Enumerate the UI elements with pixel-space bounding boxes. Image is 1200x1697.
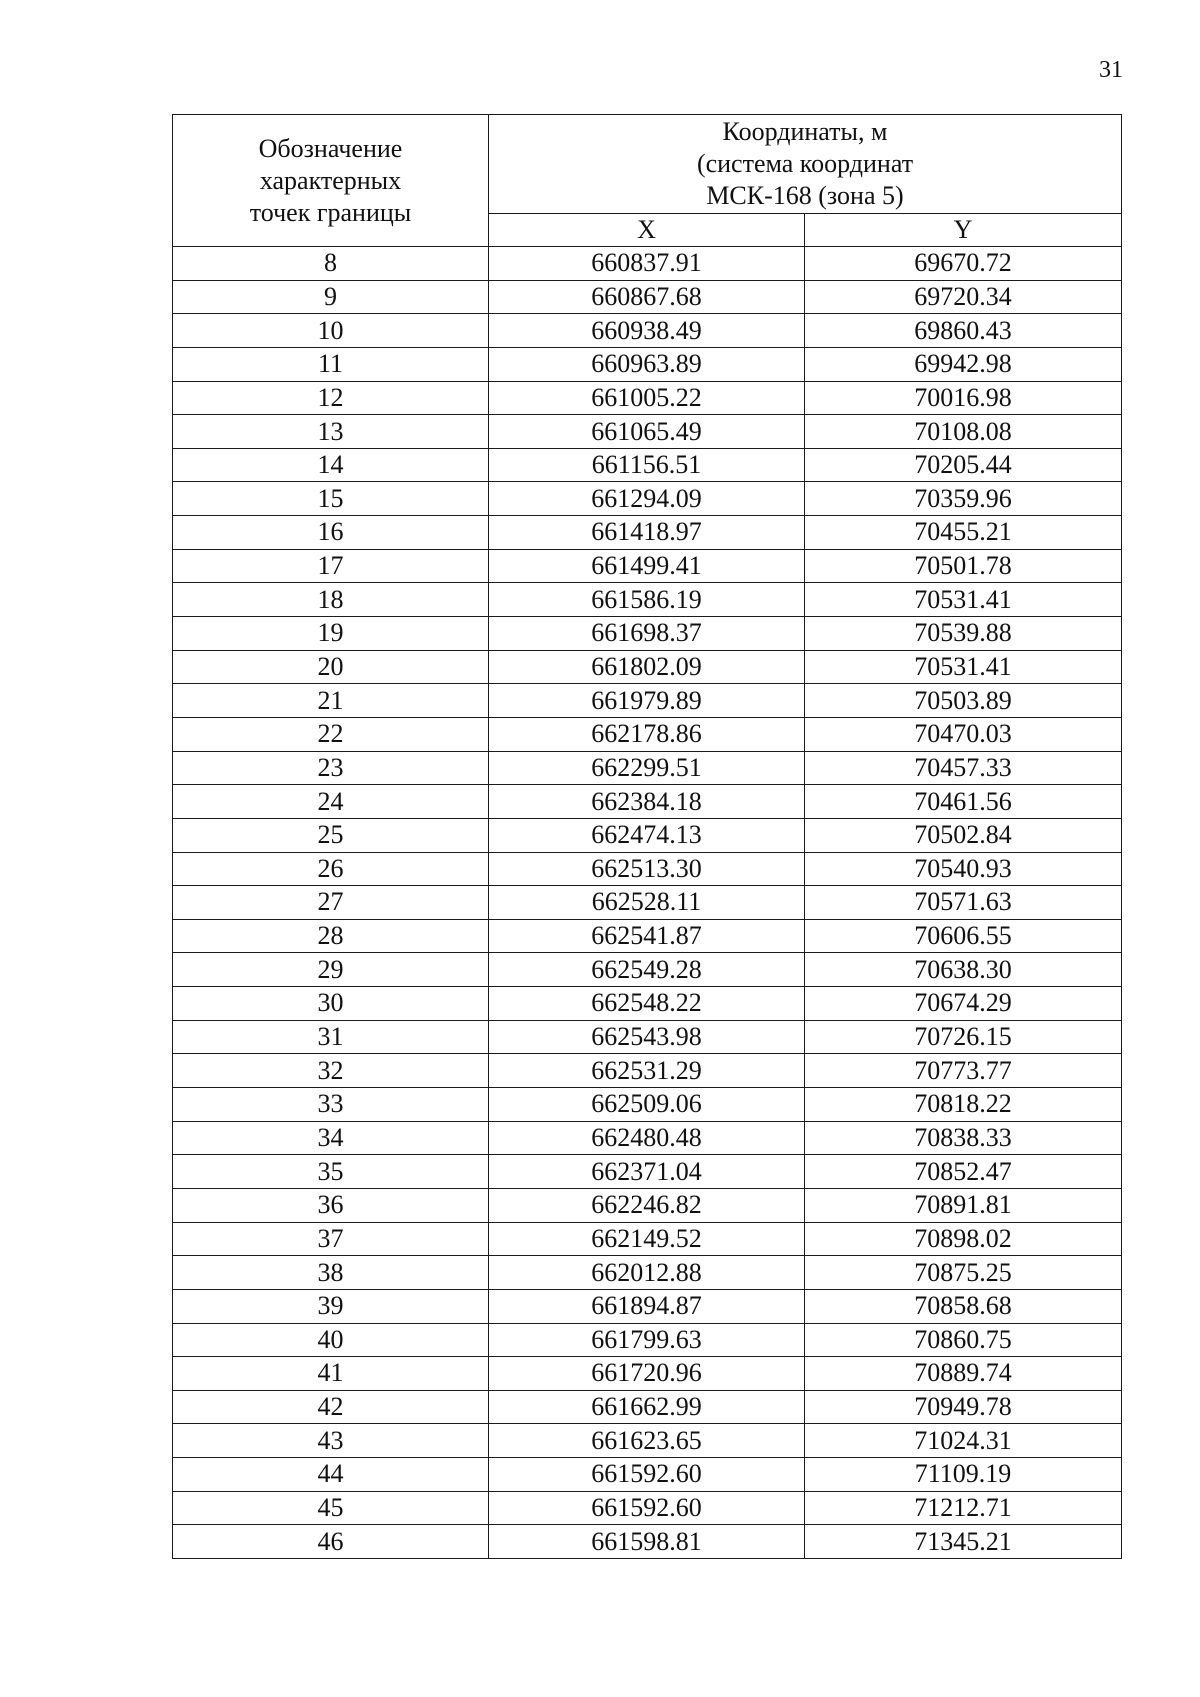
y-coordinate-value: 70503.89 xyxy=(914,685,1012,715)
point-cell xyxy=(173,751,489,785)
table-row xyxy=(173,987,1122,1021)
y-coordinate-cell xyxy=(805,1020,1122,1054)
point-value: 22 xyxy=(317,719,344,749)
y-coordinate-value: 70461.56 xyxy=(914,786,1012,816)
y-coordinate-cell xyxy=(805,1088,1122,1122)
table-row xyxy=(173,1357,1122,1391)
x-coordinate-cell xyxy=(489,818,805,852)
y-coordinate-value: 71345.21 xyxy=(914,1526,1012,1556)
x-coordinate-value: 662384.18 xyxy=(591,786,702,816)
table-row xyxy=(173,1491,1122,1525)
y-coordinate-cell xyxy=(805,314,1122,348)
point-cell xyxy=(173,1357,489,1391)
y-coordinate-value: 71024.31 xyxy=(914,1425,1012,1455)
x-coordinate-value: 661720.96 xyxy=(591,1358,702,1388)
x-coordinate-value: 660867.68 xyxy=(591,281,702,311)
point-cell xyxy=(173,785,489,819)
point-value: 31 xyxy=(317,1022,344,1052)
table-row xyxy=(173,1289,1122,1323)
point-value: 24 xyxy=(317,786,344,816)
point-cell xyxy=(173,1020,489,1054)
x-coordinate-value: 662371.04 xyxy=(591,1156,702,1186)
coordinates-title-line: МСК-168 (зона 5) xyxy=(706,181,904,210)
table-row xyxy=(173,1222,1122,1256)
x-coordinate-cell xyxy=(489,617,805,651)
point-value: 25 xyxy=(317,820,344,850)
y-coordinate-value: 71212.71 xyxy=(914,1493,1012,1523)
table-row xyxy=(173,247,1122,281)
point-label-line: Обозначение xyxy=(258,133,403,163)
y-coordinate-value: 70889.74 xyxy=(914,1358,1012,1388)
point-value: 29 xyxy=(317,954,344,984)
y-coordinate-value: 70852.47 xyxy=(914,1156,1012,1186)
table-row xyxy=(173,717,1122,751)
y-coordinate-value: 71109.19 xyxy=(914,1459,1012,1489)
point-cell xyxy=(173,516,489,550)
y-coordinate-cell xyxy=(805,347,1122,381)
table-row xyxy=(173,482,1122,516)
point-cell xyxy=(173,886,489,920)
point-cell xyxy=(173,1256,489,1290)
point-cell xyxy=(173,247,489,281)
x-coordinate-value: 661592.60 xyxy=(591,1493,702,1523)
x-coordinate-cell xyxy=(489,1323,805,1357)
point-value: 23 xyxy=(317,752,344,782)
x-coordinate-value: 662480.48 xyxy=(591,1122,702,1152)
point-cell xyxy=(173,549,489,583)
x-coordinate-cell xyxy=(489,1289,805,1323)
point-cell xyxy=(173,1525,489,1559)
point-value: 15 xyxy=(317,483,344,513)
x-coordinate-value: 662299.51 xyxy=(591,752,702,782)
point-cell xyxy=(173,1323,489,1357)
point-value: 14 xyxy=(317,450,344,480)
x-coordinate-cell xyxy=(489,1390,805,1424)
y-coordinate-value: 69942.98 xyxy=(914,349,1012,379)
y-coordinate-value: 70502.84 xyxy=(914,820,1012,850)
x-coordinate-cell xyxy=(489,1424,805,1458)
y-coordinate-cell xyxy=(805,415,1122,449)
x-coordinate-value: 661979.89 xyxy=(591,685,702,715)
x-coordinate-cell xyxy=(489,1155,805,1189)
table-row xyxy=(173,1054,1122,1088)
point-label-line: точек границы xyxy=(249,197,412,227)
x-coordinate-value: 661156.51 xyxy=(591,450,702,480)
x-coordinate-value: 662541.87 xyxy=(591,921,702,951)
point-value: 16 xyxy=(317,517,344,547)
y-coordinate-cell xyxy=(805,516,1122,550)
page-number: 31 xyxy=(1099,57,1123,83)
point-value: 8 xyxy=(324,248,337,278)
y-coordinate-cell xyxy=(805,717,1122,751)
point-cell xyxy=(173,919,489,953)
table-row xyxy=(173,1323,1122,1357)
y-coordinate-cell xyxy=(805,247,1122,281)
y-coordinate-value: 70838.33 xyxy=(914,1122,1012,1152)
x-coordinate-cell xyxy=(489,717,805,751)
y-coordinate-value: 70016.98 xyxy=(914,382,1012,412)
x-coordinate-cell xyxy=(489,1458,805,1492)
y-coordinate-cell xyxy=(805,785,1122,819)
y-coordinate-value: 69860.43 xyxy=(914,315,1012,345)
point-cell xyxy=(173,347,489,381)
x-coordinate-value: 661623.65 xyxy=(591,1425,702,1455)
y-coordinate-cell xyxy=(805,1458,1122,1492)
table-row xyxy=(173,1424,1122,1458)
y-coordinate-value: 70858.68 xyxy=(914,1291,1012,1321)
x-coordinate-value: 661662.99 xyxy=(591,1392,702,1422)
point-cell xyxy=(173,314,489,348)
y-coordinate-cell xyxy=(805,617,1122,651)
x-coordinate-value: 662509.06 xyxy=(591,1089,702,1119)
x-coordinate-value: 662531.29 xyxy=(591,1055,702,1085)
table-row xyxy=(173,919,1122,953)
x-coordinate-cell xyxy=(489,415,805,449)
x-column-header: X xyxy=(489,214,805,247)
table-row xyxy=(173,886,1122,920)
point-value: 32 xyxy=(317,1055,344,1085)
table-row xyxy=(173,347,1122,381)
y-coordinate-value: 70531.41 xyxy=(914,584,1012,614)
coordinates-title-line: Координаты, м xyxy=(722,117,888,146)
x-coordinate-cell xyxy=(489,448,805,482)
point-value: 44 xyxy=(317,1459,344,1489)
x-coordinate-cell xyxy=(489,1121,805,1155)
y-coordinate-cell xyxy=(805,919,1122,953)
x-coordinate-value: 662548.22 xyxy=(591,988,702,1018)
y-coordinate-value: 70891.81 xyxy=(914,1190,1012,1220)
coordinates-header xyxy=(489,115,1122,214)
x-coordinate-cell xyxy=(489,583,805,617)
x-coordinate-value: 661586.19 xyxy=(591,584,702,614)
point-label-line: характерных xyxy=(259,165,402,195)
table-row xyxy=(173,1390,1122,1424)
table-row xyxy=(173,415,1122,449)
y-column-header: Y xyxy=(805,214,1122,247)
point-value: 46 xyxy=(317,1526,344,1556)
x-coordinate-cell xyxy=(489,886,805,920)
x-coordinate-cell xyxy=(489,280,805,314)
y-coordinate-value: 70949.78 xyxy=(914,1392,1012,1422)
x-coordinate-value: 661698.37 xyxy=(591,618,702,648)
x-coordinate-value: 662012.88 xyxy=(591,1257,702,1287)
table-row xyxy=(173,549,1122,583)
y-coordinate-cell xyxy=(805,482,1122,516)
x-coordinate-value: 662246.82 xyxy=(591,1190,702,1220)
point-cell xyxy=(173,482,489,516)
x-coordinate-value: 661894.87 xyxy=(591,1291,702,1321)
y-coordinate-cell xyxy=(805,1289,1122,1323)
y-coordinate-cell xyxy=(805,1256,1122,1290)
point-cell xyxy=(173,448,489,482)
point-cell xyxy=(173,280,489,314)
point-value: 38 xyxy=(317,1257,344,1287)
point-value: 36 xyxy=(317,1190,344,1220)
x-coordinate-value: 661499.41 xyxy=(591,551,702,581)
point-value: 11 xyxy=(317,349,344,379)
y-coordinate-value: 70531.41 xyxy=(914,652,1012,681)
y-coordinate-value: 70773.77 xyxy=(914,1055,1012,1085)
table-row xyxy=(173,818,1122,852)
point-cell xyxy=(173,818,489,852)
point-value: 34 xyxy=(317,1122,344,1152)
x-coordinate-cell xyxy=(489,785,805,819)
x-coordinate-cell xyxy=(489,684,805,718)
point-cell xyxy=(173,1222,489,1256)
coordinates-title-line: (система координат xyxy=(696,149,914,178)
point-value: 13 xyxy=(317,416,344,446)
x-coordinate-cell xyxy=(489,1020,805,1054)
x-coordinate-cell xyxy=(489,1357,805,1391)
x-coordinate-value: 660963.89 xyxy=(591,349,702,379)
y-coordinate-cell xyxy=(805,886,1122,920)
point-cell xyxy=(173,1289,489,1323)
point-value: 26 xyxy=(317,853,344,883)
point-value: 41 xyxy=(317,1358,344,1388)
x-coordinate-value: 661799.63 xyxy=(591,1324,702,1354)
y-coordinate-value: 69670.72 xyxy=(914,248,1012,278)
y-coordinate-value: 70108.08 xyxy=(914,416,1012,446)
table-header-row xyxy=(173,115,1122,214)
table-row xyxy=(173,583,1122,617)
x-coordinate-cell xyxy=(489,482,805,516)
x-coordinate-cell xyxy=(489,852,805,886)
table-row xyxy=(173,516,1122,550)
x-coordinate-value: 662178.86 xyxy=(591,719,702,749)
x-coordinate-cell xyxy=(489,919,805,953)
table-row xyxy=(173,1188,1122,1222)
x-coordinate-cell xyxy=(489,549,805,583)
x-coordinate-value: 662513.30 xyxy=(591,853,702,883)
point-value: 17 xyxy=(317,551,344,581)
table-row xyxy=(173,684,1122,718)
table-row xyxy=(173,953,1122,987)
x-coordinate-value: 660938.49 xyxy=(591,315,702,345)
y-coordinate-value: 70540.93 xyxy=(914,853,1012,883)
y-coordinate-cell xyxy=(805,1188,1122,1222)
point-value: 10 xyxy=(317,315,344,345)
y-coordinate-cell xyxy=(805,1525,1122,1559)
point-value: 42 xyxy=(317,1392,344,1422)
x-coordinate-cell xyxy=(489,1222,805,1256)
x-coordinate-cell xyxy=(489,347,805,381)
y-coordinate-cell xyxy=(805,751,1122,785)
point-value: 9 xyxy=(324,281,337,311)
y-coordinate-value: 70205.44 xyxy=(914,450,1012,480)
x-coordinate-cell xyxy=(489,1525,805,1559)
x-coordinate-cell xyxy=(489,247,805,281)
y-coordinate-value: 69720.34 xyxy=(914,281,1012,311)
table-row xyxy=(173,1020,1122,1054)
table-row xyxy=(173,1121,1122,1155)
point-cell xyxy=(173,1424,489,1458)
point-cell xyxy=(173,1054,489,1088)
table-row xyxy=(173,617,1122,651)
x-coordinate-cell xyxy=(489,987,805,1021)
y-coordinate-cell xyxy=(805,1390,1122,1424)
y-coordinate-cell xyxy=(805,684,1122,718)
table-row xyxy=(173,1525,1122,1559)
point-cell xyxy=(173,1121,489,1155)
y-coordinate-cell xyxy=(805,1323,1122,1357)
table-row xyxy=(173,314,1122,348)
point-cell xyxy=(173,1188,489,1222)
y-coordinate-cell xyxy=(805,1357,1122,1391)
y-coordinate-cell xyxy=(805,549,1122,583)
y-coordinate-cell xyxy=(805,1222,1122,1256)
y-coordinate-cell xyxy=(805,381,1122,415)
point-value: 37 xyxy=(317,1223,344,1253)
y-coordinate-cell xyxy=(805,818,1122,852)
x-coordinate-value: 661005.22 xyxy=(591,382,702,412)
table-row xyxy=(173,1088,1122,1122)
point-value: 18 xyxy=(317,584,344,614)
point-value: 33 xyxy=(317,1089,344,1119)
point-value: 45 xyxy=(317,1493,344,1523)
point-cell xyxy=(173,1155,489,1189)
table-row xyxy=(173,650,1122,684)
y-coordinate-cell xyxy=(805,650,1122,684)
x-coordinate-cell xyxy=(489,650,805,684)
table-row xyxy=(173,751,1122,785)
x-coordinate-value: 662543.98 xyxy=(591,1022,702,1052)
x-coordinate-value: 661065.49 xyxy=(591,416,702,446)
x-coordinate-value: 661592.60 xyxy=(591,1459,702,1489)
table-body xyxy=(173,247,1122,1559)
y-coordinate-cell xyxy=(805,1121,1122,1155)
y-coordinate-value: 70860.75 xyxy=(914,1324,1012,1354)
point-value: 19 xyxy=(317,618,344,648)
point-value: 20 xyxy=(317,652,344,681)
point-cell xyxy=(173,583,489,617)
x-coordinate-value: 661294.09 xyxy=(591,483,702,513)
y-coordinate-value: 70359.96 xyxy=(914,483,1012,513)
point-value: 21 xyxy=(317,685,344,715)
x-coordinate-cell xyxy=(489,314,805,348)
y-coordinate-cell xyxy=(805,1054,1122,1088)
y-coordinate-value: 70726.15 xyxy=(914,1022,1012,1052)
x-coordinate-cell xyxy=(489,953,805,987)
y-coordinate-cell xyxy=(805,1155,1122,1189)
table-row xyxy=(173,852,1122,886)
point-cell xyxy=(173,1088,489,1122)
point-cell xyxy=(173,1491,489,1525)
x-coordinate-cell xyxy=(489,1491,805,1525)
x-coordinate-cell xyxy=(489,1256,805,1290)
point-cell xyxy=(173,381,489,415)
point-value: 40 xyxy=(317,1324,344,1354)
y-coordinate-value: 70455.21 xyxy=(914,517,1012,547)
x-coordinate-value: 662149.52 xyxy=(591,1223,702,1253)
x-coordinate-value: 661418.97 xyxy=(591,517,702,547)
table-row xyxy=(173,280,1122,314)
y-coordinate-cell xyxy=(805,1424,1122,1458)
x-coordinate-value: 661598.81 xyxy=(591,1526,702,1556)
point-cell xyxy=(173,650,489,684)
y-coordinate-cell xyxy=(805,280,1122,314)
x-coordinate-value: 660837.91 xyxy=(591,248,702,278)
y-coordinate-cell xyxy=(805,1491,1122,1525)
y-coordinate-value: 70638.30 xyxy=(914,954,1012,984)
point-value: 30 xyxy=(317,988,344,1018)
point-cell xyxy=(173,987,489,1021)
y-coordinate-value: 70470.03 xyxy=(914,719,1012,749)
table-row xyxy=(173,1256,1122,1290)
table-row xyxy=(173,448,1122,482)
y-coordinate-cell xyxy=(805,987,1122,1021)
point-value: 35 xyxy=(317,1156,344,1186)
y-coordinate-value: 70875.25 xyxy=(914,1257,1012,1287)
y-coordinate-value: 70571.63 xyxy=(914,887,1012,917)
y-coordinate-value: 70606.55 xyxy=(914,921,1012,951)
x-coordinate-value: 662549.28 xyxy=(591,954,702,984)
point-cell xyxy=(173,1390,489,1424)
x-coordinate-cell xyxy=(489,1054,805,1088)
point-value: 27 xyxy=(317,887,344,917)
y-coordinate-value: 70539.88 xyxy=(914,618,1012,648)
point-cell xyxy=(173,684,489,718)
point-value: 39 xyxy=(317,1291,344,1321)
point-cell xyxy=(173,717,489,751)
y-coordinate-value: 70501.78 xyxy=(914,551,1012,581)
x-coordinate-cell xyxy=(489,1188,805,1222)
y-coordinate-value: 70674.29 xyxy=(914,988,1012,1018)
x-coordinate-cell xyxy=(489,751,805,785)
point-value: 12 xyxy=(317,382,344,412)
y-coordinate-cell xyxy=(805,583,1122,617)
point-value: 28 xyxy=(317,921,344,951)
point-cell xyxy=(173,415,489,449)
point-cell xyxy=(173,953,489,987)
y-coordinate-value: 70818.22 xyxy=(914,1089,1012,1119)
x-coordinate-value: 662528.11 xyxy=(591,887,702,917)
table-row xyxy=(173,381,1122,415)
x-coordinate-cell xyxy=(489,381,805,415)
coordinates-table xyxy=(172,114,1122,1559)
point-cell xyxy=(173,852,489,886)
y-coordinate-cell xyxy=(805,852,1122,886)
x-coordinate-cell xyxy=(489,516,805,550)
point-label-header xyxy=(173,115,489,247)
point-cell xyxy=(173,1458,489,1492)
x-coordinate-value: 662474.13 xyxy=(591,820,702,850)
x-coordinate-value: 661802.09 xyxy=(591,652,702,681)
table-row xyxy=(173,1155,1122,1189)
point-cell xyxy=(173,617,489,651)
y-coordinate-cell xyxy=(805,448,1122,482)
table-row xyxy=(173,785,1122,819)
y-coordinate-value: 70457.33 xyxy=(914,752,1012,782)
y-coordinate-value: 70898.02 xyxy=(914,1223,1012,1253)
y-coordinate-cell xyxy=(805,953,1122,987)
x-coordinate-cell xyxy=(489,1088,805,1122)
point-value: 43 xyxy=(317,1425,344,1455)
table-row xyxy=(173,1458,1122,1492)
